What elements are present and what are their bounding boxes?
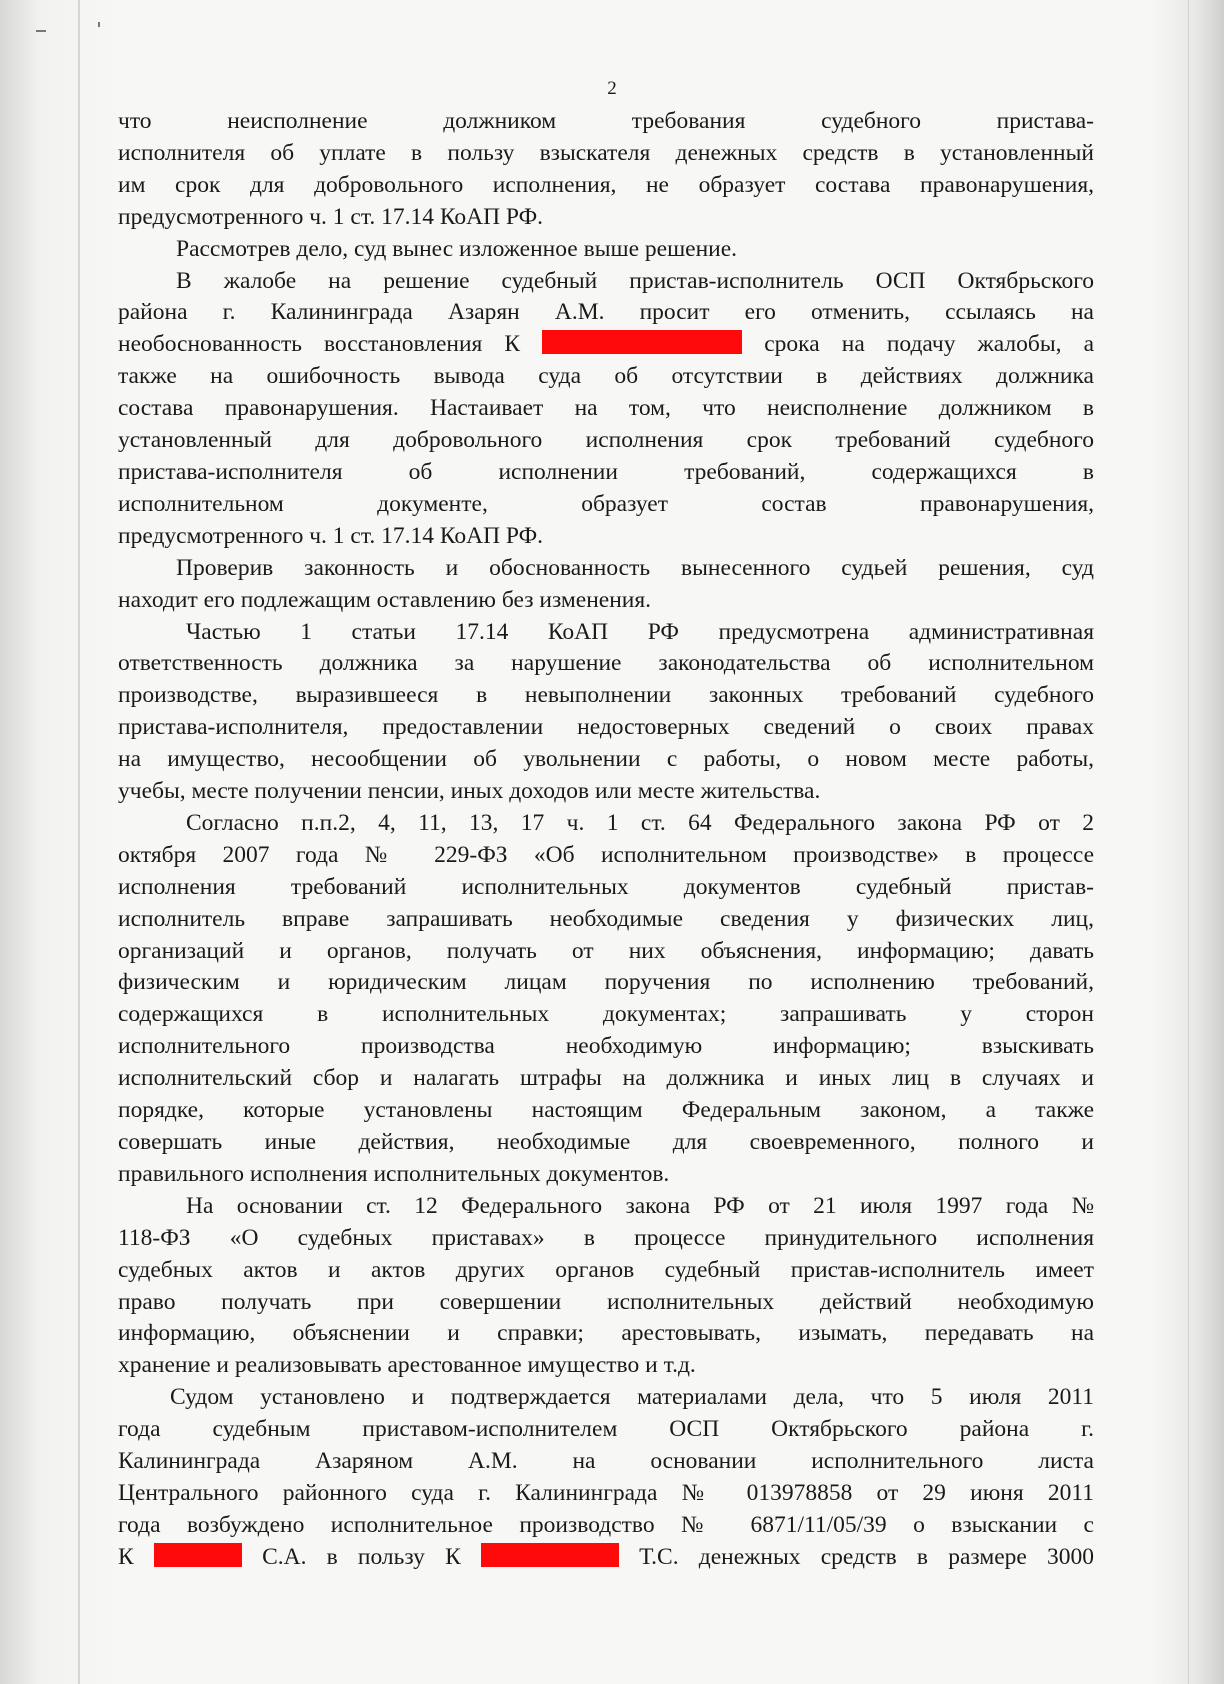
text-line: 118-ФЗ «О судебных приставах» в процессе принудительного исполнения [118, 1224, 1094, 1251]
text-line: порядке, которые установлены настоящим Федеральным законом, а также [118, 1097, 1094, 1124]
text-line: Согласно п.п.2, 4, 11, 13, 17 ч. 1 ст. 64 Федерального закона РФ от 2 [186, 809, 1094, 836]
text-line: В жалобе на решение судебный пристав-исполнитель ОСП Октябрьского [176, 267, 1094, 294]
text-line: также на ошибочность вывода суда об отсутствии в действиях должника [118, 363, 1094, 390]
text-fragment: Т.С. денежных средств в размере 3000 [639, 1543, 1095, 1570]
text-line: установленный для добровольного исполнения срок требований судебного [118, 427, 1094, 454]
document-body [118, 106, 1094, 1574]
text-line: предусмотренного ч. 1 ст. 17.14 КоАП РФ. [118, 522, 544, 549]
text-line: Калининграда Азаряном А.М. на основании исполнительного листа [118, 1448, 1094, 1475]
text-line: ответственность должника за нарушение законодательства об исполнительном [118, 650, 1094, 677]
text-line: информацию, объяснении и справки; арестовывать, изымать, передавать на [118, 1320, 1094, 1347]
text-line: находит его подлежащим оставлению без изменения. [118, 586, 652, 613]
text-fragment: К [118, 1543, 134, 1570]
text-line: на имущество, несообщении об увольнении с работы, о новом месте работы, [118, 746, 1094, 773]
text-line: право получать при совершении исполнительных действий необходимую [118, 1288, 1094, 1315]
scan-speck [36, 30, 46, 32]
text-line: хранение и реализовывать арестованное имущество и т.д. [118, 1352, 696, 1379]
text-line: На основании ст. 12 Федерального закона РФ от 21 июля 1997 года № [186, 1192, 1094, 1219]
text-line: исполнительский сбор и налагать штрафы на должника и иных лиц в случаях и [118, 1065, 1094, 1092]
text-line: им срок для добровольного исполнения, не образует состава правонарушения, [118, 171, 1094, 198]
text-line: содержащихся в исполнительных документах; запрашивать у сторон [118, 1001, 1094, 1028]
text-fragment: С.А. в пользу К [262, 1543, 461, 1570]
text-line: физическим и юридическим лицам поручения по исполнению требований, [118, 969, 1094, 996]
text-line: пристава-исполнителя об исполнении требований, содержащихся в [118, 458, 1094, 485]
text-fragment: срока на подачу жалобы, а [764, 331, 1095, 358]
text-line: исполнительного производства необходимую информацию; взыскивать [118, 1033, 1094, 1060]
text-line: Рассмотрев дело, суд вынес изложенное выше решение. [176, 235, 738, 262]
redaction-box [542, 330, 742, 354]
page-edge-shadow [1188, 0, 1189, 1684]
text-line: исполнитель вправе запрашивать необходимые сведения у физических лиц, [118, 905, 1094, 932]
text-line: исполнителя об уплате в пользу взыскателя денежных средств в установленный [118, 139, 1094, 166]
text-line: Частью 1 статьи 17.14 КоАП РФ предусмотрена административная [186, 618, 1094, 645]
text-line: исполнительном документе, образует состав правонарушения, [118, 490, 1094, 517]
text-line: производстве, выразившееся в невыполнении законных требований судебного [118, 682, 1094, 709]
text-line: Судом установлено и подтверждается материалами дела, что 5 июля 2011 [170, 1384, 1094, 1411]
text-line: состава правонарушения. Настаивает на том, что неисполнение должником в [118, 395, 1094, 422]
text-line: предусмотренного ч. 1 ст. 17.14 КоАП РФ. [118, 203, 544, 230]
scan-speck [98, 22, 100, 27]
text-line: организаций и органов, получать от них объяснения, информацию; давать [118, 937, 1094, 964]
text-line: правильного исполнения исполнительных документов. [118, 1160, 670, 1187]
page-number: 2 [607, 78, 617, 99]
text-line: Центрального районного суда г. Калининграда № 013978858 от 29 июня 2011 [118, 1479, 1094, 1506]
redaction-box [481, 1543, 619, 1567]
text-line: октября 2007 года № 229-ФЗ «Об исполнительном производстве» в процессе [118, 841, 1094, 868]
text-line: учебы, месте получении пенсии, иных доходов или месте жительства. [118, 778, 821, 805]
text-line [118, 1542, 1094, 1574]
text-fragment: необоснованность восстановления К [118, 331, 521, 358]
text-line: что неисполнение должником требования судебного пристава- [118, 108, 1094, 134]
text-line: района г. Калининграда Азарян А.М. просит его отменить, ссылаясь на [118, 299, 1094, 326]
text-line: судебных актов и актов других органов судебный пристав-исполнитель имеет [118, 1256, 1094, 1283]
text-line: года судебным приставом-исполнителем ОСП Октябрьского района г. [118, 1416, 1094, 1443]
text-line [118, 329, 1094, 361]
page-fold-shadow [78, 0, 80, 1684]
text-line: совершать иные действия, необходимые для своевременного, полного и [118, 1129, 1094, 1155]
text-line: исполнения требований исполнительных документов судебный пристав- [118, 873, 1094, 900]
redaction-box [154, 1543, 242, 1567]
text-line: пристава-исполнителя, предоставлении недостоверных сведений о своих правах [118, 714, 1094, 741]
text-line: года возбуждено исполнительное производство № 6871/11/05/39 о взыскании с [118, 1511, 1094, 1538]
text-line: Проверив законность и обоснованность вынесенного судьей решения, суд [176, 554, 1094, 581]
